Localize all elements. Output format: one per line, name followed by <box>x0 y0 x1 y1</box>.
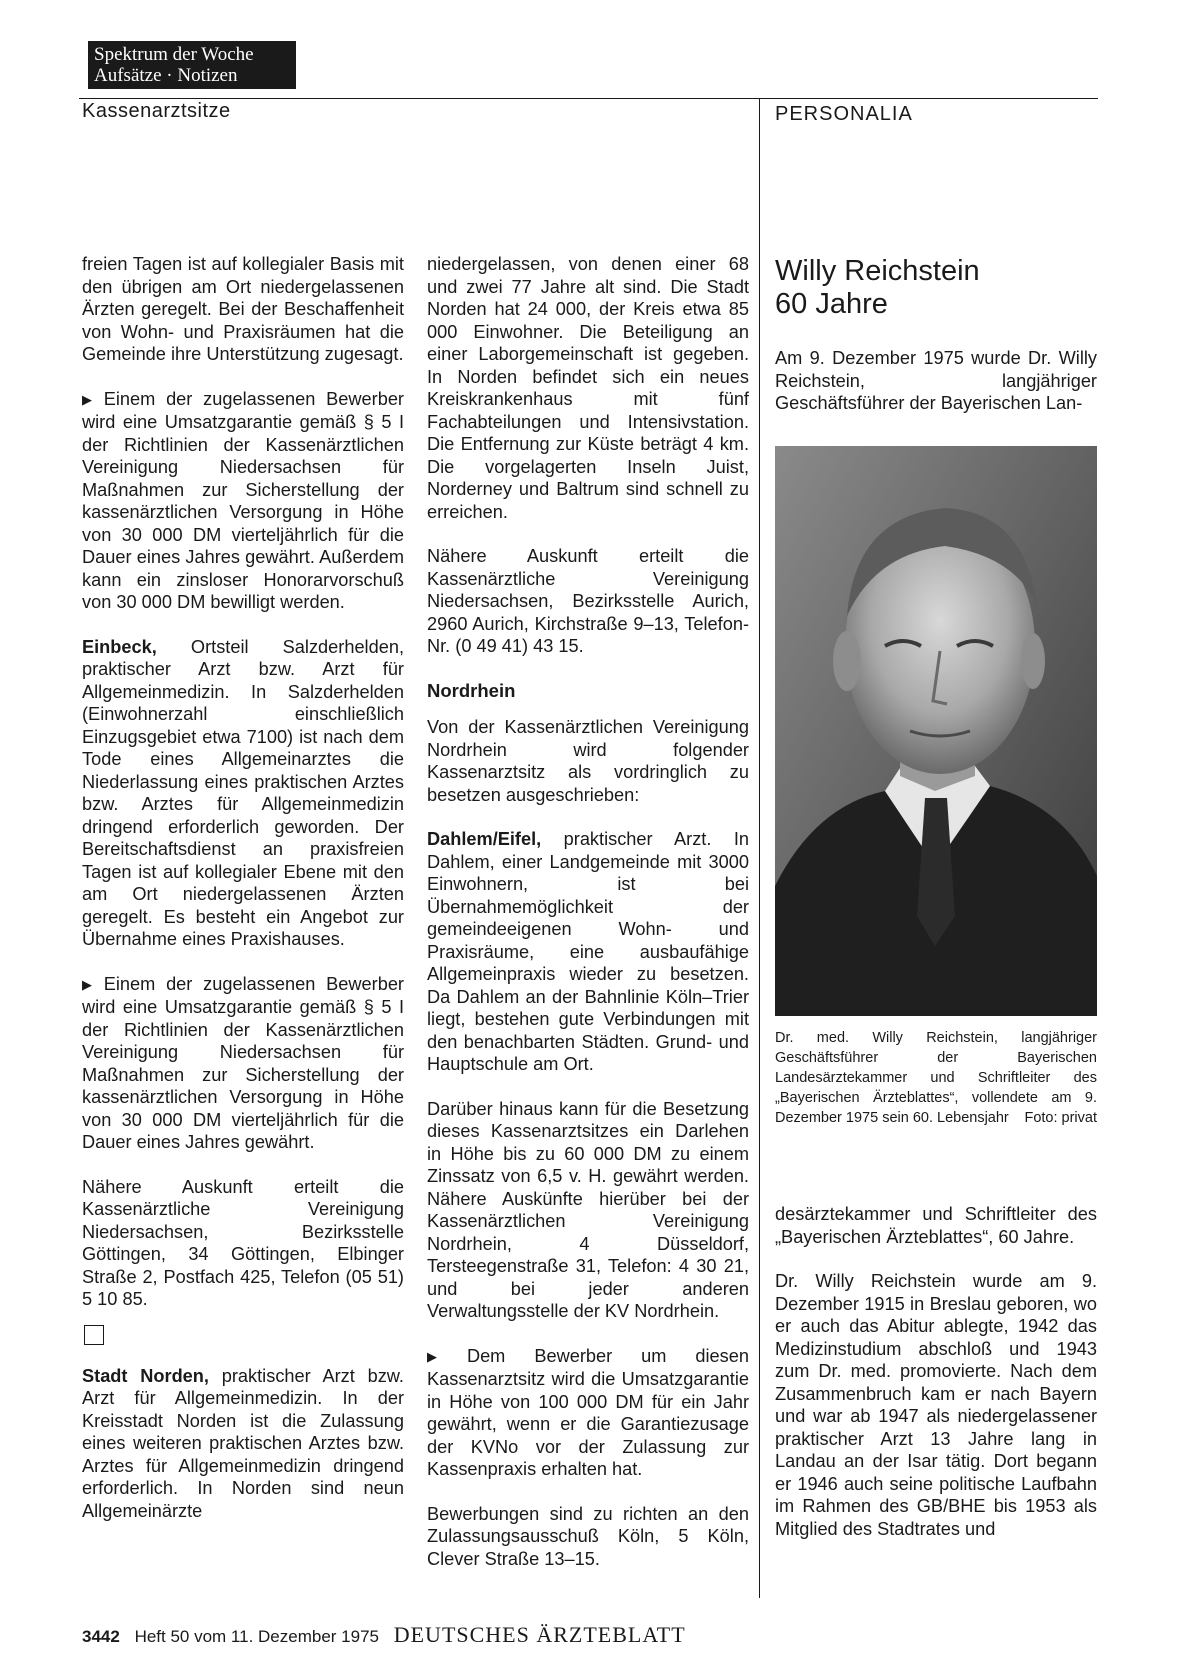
top-rule <box>79 98 1098 99</box>
paragraph: ▶ Einem der zugelassenen Bewerber wird eine Umsatzgarantie gemäß § 5 I der Richtlinien der Kassenärztlichen Vereinigung Niedersachsen für Maßnahmen zur Sicherstellung der kassenärztlichen Versorgung in Höhe von 30 000 DM vierteljährlich für die Dauer eines Jahres gewährt. Außerdem kann ein zinsloser Honorarvorschuß von 30 000 DM bewilligt werden. <box>82 388 404 612</box>
column-divider <box>759 98 760 1598</box>
listing-lead: Dahlem/Eifel, <box>427 829 542 849</box>
arrow-bullet-icon: ▶ <box>82 391 98 407</box>
paragraph: Nähere Auskunft erteilt die Kassenärztliche Vereinigung Niedersachsen, Bezirksstelle Aurich, 2960 Aurich, Kirchstraße 9–13, Telefon-Nr. (0 49 41) 43 15. <box>427 546 749 656</box>
paragraph: Von der Kassenärztlichen Vereinigung Nordrhein wird folgender Kassenarztsitz als vordringlich zu besetzen ausgeschrieben: <box>427 717 749 805</box>
paragraph: Dr. Willy Reichstein wurde am 9. Dezember 1915 in Breslau geboren, wo er auch das Abitur ablegte, 1942 das Medizinstudium abschloß und 1943 zum Dr. med. promovierte. Nach dem Zusammenbruch kam er nach Bayern und war ab 1947 als niedergelassener praktischer Arzt 13 Jahre lang in Landau an der Isar tätig. Dort begann er 1946 auch seine politische Laufbahn im Rahmen des GB/BHE bis 1953 als Mitglied des Stadtrates und <box>775 1271 1097 1539</box>
paragraph: Stadt Norden, praktischer Arzt bzw. Arzt für Allgemeinmedizin. In der Kreisstadt Norden ist die Zulassung eines weiteren praktischen Arztes bzw. Arztes für Allgemeinmedizin dringend erforderlich. In Norden sind neun Allgemeinärzte <box>82 1365 404 1521</box>
arrow-bullet-icon: ▶ <box>427 1348 461 1364</box>
paragraph: Einbeck, Ortsteil Salzderhelden, praktischer Arzt bzw. Arzt für Allgemeinmedizin. In Salzderhelden (Einwohnerzahl einschließlich Einzugsgebiet etwa 7100) ist nach dem Tode eines Allgemeinarztes die Niederlassung eines praktischen Arztes bzw. Arztes für Allgemeinmedizin dringend erforderlich geworden. Der Bereitschaftsdienst an praxisfreien Tagen ist auf kollegialer Ebene mit den am Ort niedergelassenen Ärzten geregelt. Es besteht ein Angebot zur Übernahme eines Praxishauses. <box>82 636 404 949</box>
subheading: Nordrhein <box>427 679 516 701</box>
section-label-left: Kassenarztsitze <box>82 100 231 122</box>
text-column-3 <box>775 1203 1097 1562</box>
paragraph: freien Tagen ist auf kollegialer Basis mit den übrigen am Ort niedergelassenen Ärzten geregelt. Bei der Beschaffenheit von Wohn- und Praxisräumen hat die Gemeinde ihre Unterstützung zugesagt. <box>82 254 404 364</box>
caption-text: Dr. med. Willy Reichstein, langjähriger Geschäftsführer der Bayerischen Landesärztekammer und Schriftleiter des „Bayerischen Ärzteblattes“, vollendete am 9. Dezember 1975 sein 60. Lebensjahr <box>775 1030 1097 1126</box>
photo-credit: Foto: privat <box>1024 1110 1097 1126</box>
listing-lead: Einbeck, <box>82 636 157 657</box>
paragraph: Bewerbungen sind zu richten an den Zulassungsausschuß Köln, 5 Köln, Clever Straße 13–15. <box>427 1503 749 1569</box>
paragraph: Dahlem/Eifel, praktischer Arzt. In Dahlem, einer Landgemeinde mit 3000 Einwohnern, ist bei Übernahmemöglichkeit der gemeindeeigenen Wohn- und Praxisräume, eine ausbaufähige Allgemeinpraxis wieder zu besetzen. Da Dahlem an der Bahnlinie Köln–Trier liegt, bestehen gute Verbindungen mit den benachbarten Städten. Grund- und Hauptschule am Ort. <box>427 829 749 1074</box>
listing-lead: Stadt Norden, <box>82 1365 209 1386</box>
article-title-line-1: Willy Reichstein <box>775 255 980 287</box>
portrait-photo <box>775 446 1097 1016</box>
masthead-line-1: Spektrum der Woche <box>94 44 254 65</box>
paragraph: niedergelassen, von denen einer 68 und zwei 77 Jahre alt sind. Die Stadt Norden hat 24 000, der Kreis etwa 85 000 Einwohner. Die Beteiligung an einer Laborgemeinschaft ist gegeben. In Norden befindet sich ein neues Kreiskrankenhaus mit fünf Fachabteilungen und Intensivstation. Die Entfernung zur Küste beträgt 4 km. Die vorgelagerten Inseln Juist, Norderney und Baltrum sind schnell zu erreichen. <box>427 254 749 522</box>
page-footer <box>82 1622 686 1648</box>
paragraph: Nähere Auskunft erteilt die Kassenärztliche Vereinigung Niedersachsen, Bezirksstelle Göttingen, 34 Göttingen, Elbinger Straße 2, Postfach 425, Telefon (05 51) 5 10 85. <box>82 1176 404 1309</box>
masthead-line-2: Aufsätze · Notizen <box>94 65 238 86</box>
article-title-line-2: 60 Jahre <box>775 288 888 320</box>
issue-info: Heft 50 vom 11. Dezember 1975 <box>134 1627 379 1646</box>
section-label-right: PERSONALIA <box>775 103 913 125</box>
page-number: 3442 <box>82 1627 120 1646</box>
paragraph: ▶ Dem Bewerber um diesen Kassenarztsitz wird die Umsatzgarantie in Höhe von 100 000 DM für ein Jahr gewährt, wenn er die Garantiezusage der KVNo vor der Zulassung zur Kassenpraxis erhalten hat. <box>427 1345 749 1479</box>
portrait-illustration <box>775 446 1097 1016</box>
article-title <box>775 255 1105 321</box>
square-separator-icon <box>84 1325 104 1345</box>
text-column-2 <box>427 253 749 1592</box>
paragraph: desärztekammer und Schriftleiter des „Bayerischen Ärzteblattes“, 60 Jahre. <box>775 1204 1097 1247</box>
paragraph: ▶ Einem der zugelassenen Bewerber wird eine Umsatzgarantie gemäß § 5 I der Richtlinien der Kassenärztlichen Vereinigung Niedersachsen für Maßnahmen zur Sicherstellung der kassenärztlichen Versorgung in Höhe von 30 000 DM vierteljährlich für die Dauer eines Jahres gewährt. <box>82 973 404 1152</box>
article-intro: Am 9. Dezember 1975 wurde Dr. Willy Reichstein, langjähriger Geschäftsführer der Bayerischen Lan- <box>775 348 1097 413</box>
journal-name: DEUTSCHES ÄRZTEBLATT <box>393 1622 686 1647</box>
photo-caption <box>775 1028 1097 1128</box>
paragraph: Darüber hinaus kann für die Besetzung dieses Kassenarztsitzes ein Darlehen in Höhe bis zu 60 000 DM zu einem Zinssatz von 6,5 v. H. gewährt werden. Nähere Auskünfte hierüber bei der Kassenärztlichen Vereinigung Nordrhein, 4 Düsseldorf, Tersteegenstraße 31, Telefon: 4 30 21, und bei jeder anderen Verwaltungsstelle der KV Nordrhein. <box>427 1098 749 1321</box>
arrow-bullet-icon: ▶ <box>82 976 98 992</box>
masthead <box>88 41 296 89</box>
text-column-1 <box>82 253 404 1544</box>
